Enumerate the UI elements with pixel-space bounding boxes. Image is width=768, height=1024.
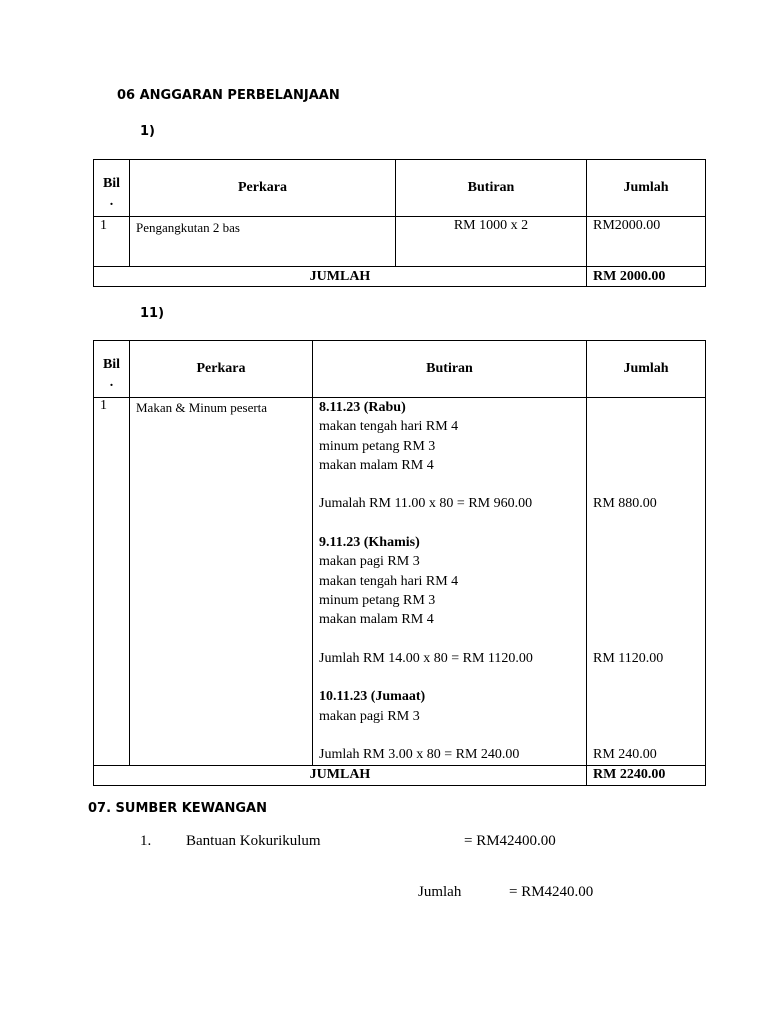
day1-date: 8.11.23 (Rabu): [319, 400, 406, 415]
table2-header-row: [94, 341, 706, 398]
table1: [93, 159, 706, 287]
table-row: [94, 217, 706, 267]
table2: [93, 340, 706, 786]
funding-total-label: Jumlah: [418, 884, 462, 900]
day2-item: makan malam RM 4: [319, 612, 434, 628]
day2-date: 9.11.23 (Khamis): [319, 535, 420, 551]
day2-amount: RM 1120.00: [593, 650, 664, 666]
day2-item: makan tengah hari RM 4: [319, 573, 459, 589]
table2-header-perkara: Perkara: [130, 341, 313, 398]
table2-total-label: JUMLAH: [94, 765, 587, 785]
table1-header-jumlah: Jumlah: [587, 160, 706, 217]
day1-item: makan malam RM 4: [319, 457, 434, 473]
table1-header-bil: Bil .: [94, 160, 130, 217]
day1-subtotal: Jumalah RM 11.00 x 80 = RM 960.00: [319, 496, 533, 512]
table1-total-row: [94, 267, 706, 287]
table2-header-bil: Bil .: [94, 341, 130, 398]
table2-total-row: [94, 765, 706, 785]
table1-row-jumlah: RM2000.00: [587, 217, 706, 267]
table2-total-value: RM 2240.00: [587, 765, 706, 785]
section-title-07: 07. SUMBER KEWANGAN: [88, 801, 267, 816]
funding-item-value: = RM42400.00: [464, 833, 556, 849]
table2-row-butiran: [313, 398, 587, 766]
table2-row-perkara: Makan & Minum peserta: [130, 398, 313, 766]
table1-row-perkara: Pengangkutan 2 bas: [130, 217, 396, 267]
funding-item-number: 1.: [140, 833, 152, 849]
table2-header-butiran: Butiran: [313, 341, 587, 398]
table-row: [94, 398, 706, 766]
table2-label: 11): [140, 306, 165, 321]
section-title-06: 06 ANGGARAN PERBELANJAAN: [117, 88, 340, 103]
day1-item: minum petang RM 3: [319, 438, 436, 454]
day2-subtotal: Jumlah RM 14.00 x 80 = RM 1120.00: [319, 650, 533, 666]
day1-item: makan tengah hari RM 4: [319, 419, 459, 435]
table1-total-label: JUMLAH: [94, 267, 587, 287]
table1-header-butiran: Butiran: [396, 160, 587, 217]
day2-item: minum petang RM 3: [319, 592, 436, 608]
table2-row-bil: 1: [94, 398, 130, 766]
table2-header-jumlah: Jumlah: [587, 341, 706, 398]
table1-header-row: [94, 160, 706, 217]
funding-item-label: Bantuan Kokurikulum: [186, 833, 321, 849]
table2-row-jumlah: [587, 398, 706, 766]
table1-label: 1): [140, 124, 155, 139]
table1-row-bil: 1: [94, 217, 130, 267]
day3-amount: RM 240.00: [593, 747, 657, 763]
day3-date: 10.11.23 (Jumaat): [319, 689, 426, 705]
day1-amount: RM 880.00: [593, 496, 657, 512]
table1-row-butiran: RM 1000 x 2: [396, 217, 587, 267]
table1-header-perkara: Perkara: [130, 160, 396, 217]
day2-item: makan pagi RM 3: [319, 554, 420, 570]
table1-total-value: RM 2000.00: [587, 267, 706, 287]
day3-item: makan pagi RM 3: [319, 708, 420, 724]
funding-total-value: = RM4240.00: [509, 884, 594, 900]
day3-subtotal: Jumlah RM 3.00 x 80 = RM 240.00: [319, 747, 520, 763]
